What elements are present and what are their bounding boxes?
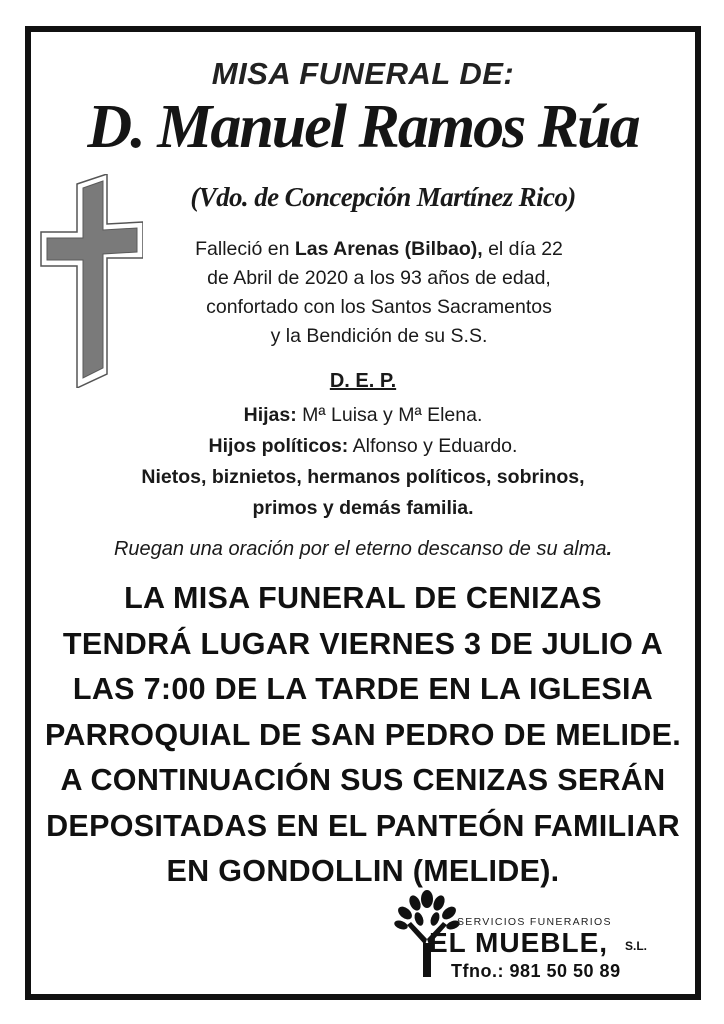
widow-of: (Vdo. de Concepción Martínez Rico) [190,182,576,212]
family-list [31,400,695,524]
mass-line: PARROQUIAL DE SAN PEDRO DE MELIDE. [44,717,682,752]
obituary-line-2: de Abril de 2020 a los 93 años de edad, [207,267,551,289]
mass-line: LAS 7:00 DE LA TARDE EN LA IGLESIA [72,672,654,706]
prayer-text: Ruegan una oración por el eterno descanso de su alma. [113,538,613,560]
obituary-line-4: y la Bendición de su S.S. [270,325,488,347]
services-label: SERVICIOS FUNERARIOS [457,916,612,928]
mass-line: EN GONDOLLIN (MELIDE). [166,854,560,888]
mass-announcement [31,576,695,895]
mass-line: A CONTINUACIÓN SUS CENIZAS SERÁN [60,763,666,797]
daughters-line: Hijas: Mª Luisa y Mª Elena. [243,404,483,426]
deceased-name: D. Manuel Ramos Rúa [87,93,639,161]
relatives-line-2: primos y demás familia. [252,497,474,519]
phone-number: Tfno.: 981 50 50 89 [451,961,621,981]
obituary-line-1: Falleció en Las Arenas (Bilbao), el día 22 [195,238,563,260]
cross-icon [37,174,143,388]
brand-name: EL MUEBLE, [429,927,609,958]
relatives-line-1: Nietos, biznietos, hermanos políticos, sobrinos, [141,466,585,488]
mass-line: DEPOSITADAS EN EL PANTEÓN FAMILIAR [46,808,680,843]
notice-heading: MISA FUNERAL DE: [211,56,515,91]
obituary-line-3: confortado con los Santos Sacramentos [206,296,552,318]
dep-label: D. E. P. [329,370,397,392]
mass-line: LA MISA FUNERAL DE CENIZAS [124,581,602,615]
company-logo [393,889,683,989]
obituary-frame [25,26,701,1000]
brand-suffix: S.L. [625,939,648,953]
inlaws-line: Hijos políticos: Alfonso y Eduardo. [208,435,518,457]
mass-line: TENDRÁ LUGAR VIERNES 3 DE JULIO A [62,626,664,661]
obituary-text [149,235,609,351]
